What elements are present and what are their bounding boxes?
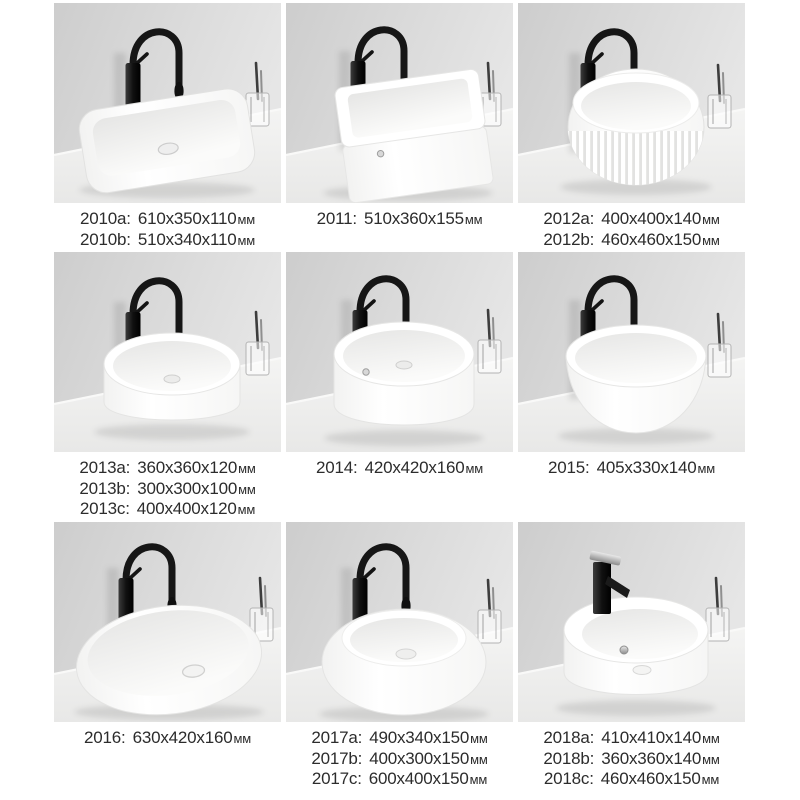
caption-line	[80, 230, 255, 251]
model-label: 2013a:	[79, 458, 131, 477]
unit-label: мм	[702, 731, 720, 746]
model-label: 2010a:	[80, 209, 131, 228]
model-label: 2010b:	[80, 229, 131, 249]
dimensions-value	[601, 230, 719, 251]
model-label: 2012b:	[543, 229, 595, 249]
dimensions-number: 400x400x120	[136, 499, 237, 518]
scene-2018	[518, 522, 745, 722]
sink-oval-soft-icon	[322, 609, 486, 715]
dimensions-number: 600x400x150	[368, 769, 469, 788]
dimensions-number: 420x420x160	[364, 458, 465, 477]
product-caption	[543, 203, 719, 250]
caption-line	[543, 230, 719, 251]
unit-label: мм	[237, 502, 256, 517]
unit-label: мм	[233, 731, 251, 746]
model-label: 2018c:	[543, 769, 594, 788]
product-photo	[286, 252, 513, 452]
dimensions-value	[369, 769, 487, 790]
unit-label: мм	[702, 212, 720, 227]
model-label: 2016:	[84, 728, 126, 747]
model-label: 2011:	[316, 209, 357, 228]
model-label: 2015:	[548, 458, 590, 477]
dimensions-number: 410x410x140	[601, 728, 702, 747]
dimensions-value	[133, 728, 251, 749]
caption-line	[79, 479, 255, 500]
dimensions-value	[138, 230, 255, 251]
unit-label: мм	[702, 751, 720, 767]
unit-label: мм	[697, 461, 715, 476]
product-caption	[317, 203, 483, 230]
model-label: 2018a:	[543, 728, 595, 747]
product-photo	[54, 3, 281, 203]
scene-2011	[286, 3, 513, 203]
unit-label: мм	[464, 212, 483, 227]
sink-shadow	[324, 430, 484, 446]
product-card-2010	[54, 3, 281, 252]
scene-2014	[286, 252, 513, 452]
dimensions-value	[364, 209, 482, 230]
product-card-2017	[286, 522, 513, 800]
sink-round-fluted-icon	[568, 69, 704, 185]
sink-round-low-icon	[104, 333, 240, 420]
dimensions-number: 300x300x100	[137, 478, 238, 498]
dimensions-value	[365, 458, 483, 479]
dimensions-number: 630x420x160	[132, 728, 233, 747]
caption-line	[80, 209, 255, 230]
unit-label: мм	[237, 212, 255, 227]
product-caption	[311, 722, 487, 790]
dimensions-number: 360x360x120	[137, 458, 238, 477]
dimensions-number: 460x460x150	[601, 229, 702, 249]
caption-line	[543, 209, 719, 230]
model-label: 2014:	[316, 458, 358, 477]
product-card-2014	[286, 252, 513, 522]
dimensions-number: 510x340x110	[137, 229, 237, 249]
dimensions-value	[601, 728, 719, 749]
product-photo	[54, 522, 281, 722]
dimensions-value	[369, 749, 487, 770]
product-caption	[79, 452, 255, 520]
dimensions-value	[369, 728, 487, 749]
product-card-2012	[518, 3, 745, 252]
dimensions-value	[597, 458, 715, 479]
product-photo	[286, 522, 513, 722]
dimensions-number: 460x460x150	[600, 769, 701, 788]
caption-line	[544, 769, 719, 790]
unit-label: мм	[470, 731, 488, 746]
dimensions-value	[601, 769, 719, 790]
unit-label: мм	[465, 461, 483, 476]
product-caption	[316, 452, 483, 479]
caption-line	[312, 769, 487, 790]
sink-shadow	[556, 700, 716, 716]
product-card-2015	[518, 252, 745, 522]
unit-label: мм	[701, 772, 720, 787]
caption-line	[316, 458, 483, 479]
dimensions-number: 360x360x140	[601, 748, 702, 768]
model-label: 2013c:	[79, 499, 130, 518]
scene-2017	[286, 522, 513, 722]
product-photo	[518, 522, 745, 722]
product-caption	[84, 722, 251, 749]
product-caption	[548, 452, 715, 479]
dimensions-number: 610x350x110	[137, 209, 237, 228]
product-caption	[80, 203, 255, 250]
sink-rectangular-box-icon	[334, 68, 494, 203]
model-label: 2017c:	[311, 769, 362, 788]
caption-line	[79, 458, 255, 479]
scene-2016	[54, 522, 281, 722]
caption-line	[543, 728, 719, 749]
caption-line	[84, 728, 251, 749]
dimensions-value	[137, 499, 255, 520]
sink-shadow	[94, 424, 250, 440]
dimensions-number: 400x400x140	[601, 209, 702, 228]
dimensions-number: 405x330x140	[596, 458, 697, 477]
scene-2010	[54, 3, 281, 203]
product-photo	[518, 3, 745, 203]
scene-2012	[518, 3, 745, 203]
product-card-2018	[518, 522, 745, 800]
model-label: 2012a:	[543, 209, 595, 228]
caption-line	[317, 209, 483, 230]
unit-label: мм	[469, 772, 488, 787]
unit-label: мм	[237, 232, 255, 248]
product-photo	[54, 252, 281, 452]
dimensions-number: 490x340x150	[369, 728, 470, 747]
caption-line	[311, 728, 487, 749]
product-caption	[543, 722, 719, 790]
dimensions-value	[601, 749, 719, 770]
model-label: 2017b:	[311, 748, 363, 768]
unit-label: мм	[470, 751, 488, 767]
product-card-2016	[54, 522, 281, 800]
unit-label: мм	[702, 232, 720, 248]
unit-label: мм	[238, 481, 256, 497]
unit-label: мм	[238, 461, 256, 476]
model-label: 2018b:	[543, 748, 595, 768]
caption-line	[80, 499, 255, 520]
caption-line	[311, 749, 487, 770]
scene-2015	[518, 252, 745, 452]
dimensions-number: 400x300x150	[369, 748, 470, 768]
model-label: 2013b:	[79, 478, 131, 498]
dimensions-value	[137, 458, 255, 479]
dimensions-value	[137, 479, 255, 500]
model-label: 2017a:	[311, 728, 363, 747]
sink-round-tall-icon	[334, 322, 474, 425]
product-card-2011	[286, 3, 513, 252]
product-photo	[286, 3, 513, 203]
caption-line	[543, 749, 719, 770]
product-card-2013	[54, 252, 281, 522]
product-photo	[518, 252, 745, 452]
caption-line	[548, 458, 715, 479]
scene-2013	[54, 252, 281, 452]
dimensions-number: 510x360x155	[363, 209, 464, 228]
dimensions-value	[138, 209, 255, 230]
dimensions-value	[601, 209, 719, 230]
